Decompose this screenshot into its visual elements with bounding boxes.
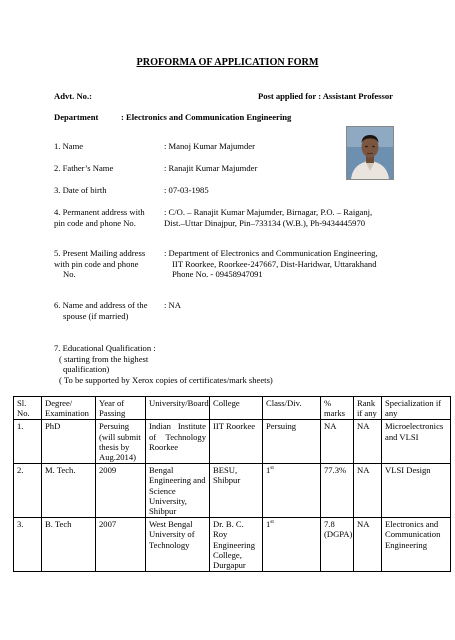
name-value: : Manoj Kumar Majumder: [164, 141, 255, 151]
table-cell: Bengal Engineering and Science University, Shibpur: [146, 464, 210, 518]
mailing-address-line: : Department of Electronics and Communication Engineering,: [164, 248, 378, 258]
name-label: 1. Name: [54, 141, 84, 151]
table-cell: 2007: [96, 518, 146, 572]
spouse-label-line: spouse (if married): [63, 310, 129, 321]
header-cell: University/Board: [146, 397, 210, 420]
father-name-value: : Ranajit Kumar Majumder: [164, 163, 258, 173]
table-cell: Indian Institute of Technology Roorkee: [146, 420, 210, 464]
permanent-address-value: [164, 207, 372, 228]
mailing-address-label-line: No.: [63, 269, 76, 279]
table-cell: Microelectronics and VLSI: [382, 420, 451, 464]
ordinal-suffix: st: [270, 465, 274, 472]
table-cell: PhD: [42, 420, 96, 464]
table-cell: IIT Roorkee: [210, 420, 263, 464]
mailing-address-label-line: with pin code and phone: [54, 258, 139, 269]
table-cell: Electronics and Communication Engineering: [382, 518, 451, 572]
header-cell: Sl. No.: [14, 397, 42, 420]
table-cell: 2009: [96, 464, 146, 518]
spouse-value: : NA: [164, 300, 181, 310]
table-cell: B. Tech: [42, 518, 96, 572]
dob-value: : 07-03-1985: [164, 185, 209, 195]
spouse-label: [54, 300, 148, 321]
spouse-label-line: 6. Name and address of the: [54, 300, 148, 310]
table-cell: Dr. B. C. Roy Engineering College, Durgapur: [210, 518, 263, 572]
table-cell: 77.3%: [321, 464, 354, 518]
table-cell: Persuing: [263, 420, 321, 464]
header-cell: Degree/ Examination: [42, 397, 96, 420]
table-cell: NA: [354, 518, 382, 572]
table-header-row: [14, 397, 451, 420]
header-cell: College: [210, 397, 263, 420]
permanent-address-label-line: 4. Permanent address with: [54, 207, 145, 217]
advt-number: Advt. No.:: [54, 91, 92, 101]
education-heading: [54, 343, 273, 385]
table-cell: VLSI Design: [382, 464, 451, 518]
header-cell: Class/Div.: [263, 397, 321, 420]
mailing-address-value: [164, 248, 378, 280]
table-cell: [263, 464, 321, 518]
mailing-address-line: IIT Roorkee, Roorkee-247667, Dist-Haridwar, Uttarakhand: [172, 258, 377, 269]
father-name-label: 2. Father’s Name: [54, 163, 114, 173]
table-row: [14, 464, 451, 518]
class-value: 1st: [266, 465, 274, 476]
header-cell: Specialization if any: [382, 397, 451, 420]
table-cell: NA: [354, 420, 382, 464]
header-cell: % marks: [321, 397, 354, 420]
table-cell: BESU, Shibpur: [210, 464, 263, 518]
permanent-address-label-line: pin code and phone No.: [54, 217, 136, 228]
table-cell: M. Tech.: [42, 464, 96, 518]
header-cell: Year of Passing: [96, 397, 146, 420]
permanent-address-line: : C/O. – Ranajit Kumar Majumder, Birnagar, P.O. – Raiganj,: [164, 207, 373, 217]
ordinal-suffix: st: [270, 519, 274, 526]
class-value: 1st: [266, 519, 274, 530]
department-value: : Electronics and Communication Engineering: [121, 112, 292, 122]
permanent-address-label: [54, 207, 145, 228]
mailing-address-line: Phone No. - 09458947091: [172, 269, 263, 279]
table-cell: NA: [354, 464, 382, 518]
table-cell: 3.: [14, 518, 42, 572]
applicant-photo-image: [347, 127, 393, 179]
post-applied: Post applied for : Assistant Professor: [257, 91, 393, 101]
table-cell: [263, 518, 321, 572]
table-row: [14, 420, 451, 464]
dob-label: 3. Date of birth: [54, 185, 107, 195]
education-heading-line: qualification): [63, 364, 110, 374]
education-heading-line: ( starting from the highest: [59, 353, 149, 364]
table-cell: West Bengal University of Technology: [146, 518, 210, 572]
table-cell: Persuing (will submit thesis by Aug.2014): [96, 420, 146, 464]
department-label: Department: [54, 112, 99, 122]
table-cell: NA: [321, 420, 354, 464]
table-cell: 2.: [14, 464, 42, 518]
permanent-address-line: Dist.–Uttar Dinajpur, Pin–733134 (W.B.), Ph-9434445970: [164, 217, 366, 228]
header-cell: Rank if any: [354, 397, 382, 420]
form-title: PROFORMA OF APPLICATION FORM: [136, 57, 319, 68]
table-cell: 7.8 (DGPA): [321, 518, 354, 572]
applicant-photo: [346, 126, 394, 180]
education-heading-line: 7. Educational Qualification :: [54, 343, 156, 353]
table-row: [14, 518, 451, 572]
mailing-address-label-line: 5. Present Mailing address: [54, 248, 146, 258]
table-cell: 1.: [14, 420, 42, 464]
mailing-address-label: [54, 248, 145, 280]
education-heading-line: ( To be supported by Xerox copies of certificates/mark sheets): [59, 374, 273, 385]
education-table: [13, 396, 451, 572]
